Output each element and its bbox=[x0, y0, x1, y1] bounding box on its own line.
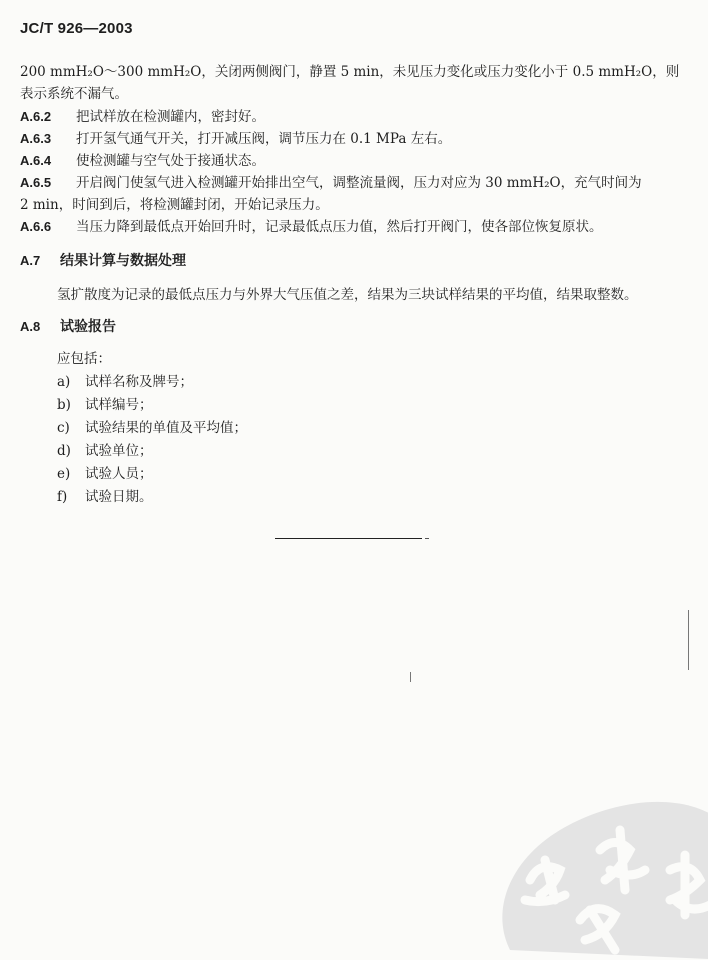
step-number: A.6.3 bbox=[20, 131, 52, 146]
section-a7-body: 氢扩散度为记录的最低点压力与外界大气压值之差，结果为三块试样结果的平均值，结果取整数。 bbox=[57, 287, 638, 303]
standard-id: JC/T 926—2003 bbox=[20, 20, 133, 37]
step-a-6-5-continued: 2 min，时间到后，将检测罐封闭，开始记录压力。 bbox=[20, 197, 329, 213]
list-label: f) bbox=[57, 489, 68, 505]
list-text: 试验日期。 bbox=[85, 489, 153, 505]
list-item bbox=[57, 465, 153, 483]
list-label: d) bbox=[57, 443, 71, 459]
list-item bbox=[57, 419, 247, 437]
list-label: a) bbox=[57, 374, 71, 390]
list-text: 试验人员； bbox=[85, 466, 153, 482]
step-text: 使检测罐与空气处于接通状态。 bbox=[76, 153, 265, 169]
section-number: A.8 bbox=[20, 319, 41, 334]
section-a8-intro: 应包括： bbox=[57, 351, 111, 367]
section-title: 结果计算与数据处理 bbox=[60, 253, 186, 269]
scan-edge-mark bbox=[410, 672, 411, 682]
step-number: A.6.2 bbox=[20, 109, 52, 124]
list-item bbox=[57, 442, 153, 460]
list-item bbox=[57, 373, 193, 391]
step-text: 开启阀门使氢气进入检测罐开始排出空气，调整流量阀，压力对应为 30 mmH₂O，充气时间为 bbox=[76, 175, 642, 191]
list-label: e) bbox=[57, 466, 71, 482]
step-number: A.6.4 bbox=[20, 153, 52, 168]
step-a-6-2 bbox=[20, 108, 265, 126]
section-heading-a7 bbox=[20, 252, 186, 270]
continuation-line-1: 200 mmH₂O～300 mmH₂O，关闭两侧阀门，静置 5 min，未见压力变化或压力变化小于 0.5 mmH₂O，则 bbox=[20, 64, 680, 80]
list-label: b) bbox=[57, 397, 71, 413]
step-number: A.6.6 bbox=[20, 219, 52, 234]
step-text: 把试样放在检测罐内，密封好。 bbox=[76, 109, 265, 125]
watermark-seal-icon bbox=[470, 760, 708, 960]
list-item bbox=[57, 396, 153, 414]
section-number: A.7 bbox=[20, 253, 41, 268]
step-number: A.6.5 bbox=[20, 175, 52, 190]
list-text: 试样编号； bbox=[85, 397, 153, 413]
end-of-document-rule bbox=[275, 538, 422, 539]
list-label: c) bbox=[57, 420, 70, 436]
step-a-6-6 bbox=[20, 218, 603, 236]
step-text: 当压力降到最低点开始回升时，记录最低点压力值，然后打开阀门，使各部位恢复原状。 bbox=[76, 219, 603, 235]
list-text: 试验结果的单值及平均值； bbox=[85, 420, 247, 436]
section-title: 试验报告 bbox=[60, 319, 116, 335]
list-text: 试验单位； bbox=[85, 443, 153, 459]
step-a-6-4 bbox=[20, 152, 265, 170]
section-heading-a8 bbox=[20, 318, 116, 336]
step-a-6-5 bbox=[20, 174, 642, 192]
continuation-line-2: 表示系统不漏气。 bbox=[20, 86, 128, 102]
list-text: 试样名称及牌号； bbox=[85, 374, 193, 390]
list-item bbox=[57, 488, 153, 506]
scan-edge-mark bbox=[688, 610, 689, 670]
step-text: 打开氢气通气开关，打开减压阀，调节压力在 0.1 MPa 左右。 bbox=[76, 131, 452, 147]
step-a-6-3 bbox=[20, 130, 451, 148]
